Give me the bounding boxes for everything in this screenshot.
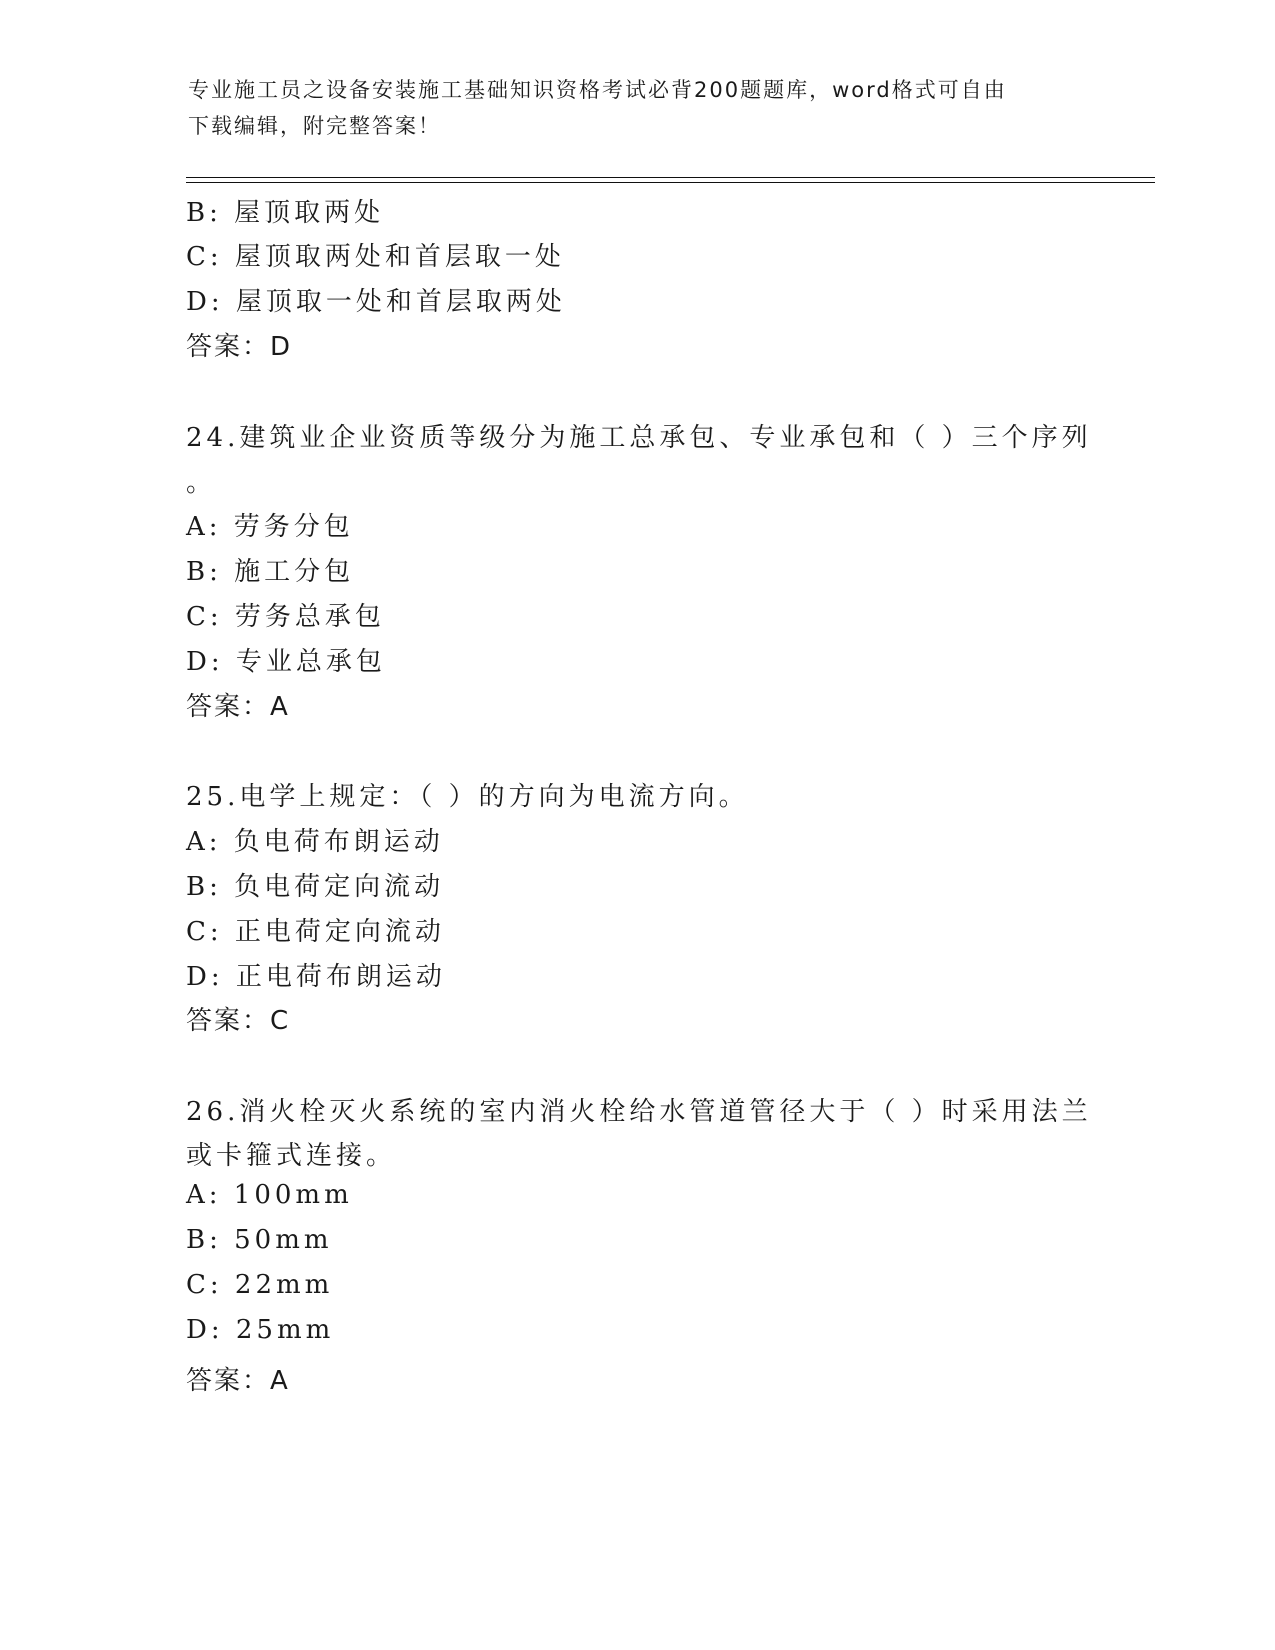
q23-option-b: B: 屋顶取两处	[186, 198, 385, 228]
q25-answer: 答案：C	[186, 1006, 291, 1036]
header-divider-bottom	[186, 182, 1155, 183]
q24-option-b: B: 施工分包	[186, 557, 355, 587]
header-divider-top	[186, 177, 1155, 178]
q24-question-line-2: 。	[186, 468, 217, 498]
q24-answer: 答案：A	[186, 692, 290, 722]
q25-option-b: B: 负电荷定向流动	[186, 872, 445, 902]
q23-option-d: D: 屋顶取一处和首层取两处	[186, 287, 566, 317]
q24-option-d: D: 专业总承包	[186, 647, 386, 677]
q25-option-c: C: 正电荷定向流动	[186, 917, 445, 947]
q26-question-line-2: 或卡箍式连接。	[186, 1141, 397, 1171]
q26-answer: 答案：A	[186, 1366, 290, 1396]
q23-option-c: C: 屋顶取两处和首层取一处	[186, 242, 565, 272]
q26-question-line-1: 26.消火栓灭火系统的室内消火栓给水管道管径大于（ ）时采用法兰	[186, 1097, 1092, 1127]
q26-option-c: C: 22mm	[186, 1270, 334, 1300]
q24-option-c: C: 劳务总承包	[186, 602, 385, 632]
q23-answer: 答案：D	[186, 332, 293, 362]
q24-question-line-1: 24.建筑业企业资质等级分为施工总承包、专业承包和（ ）三个序列	[186, 423, 1092, 453]
header-line-1: 专业施工员之设备安装施工基础知识资格考试必背200题题库，word格式可自由	[188, 78, 1007, 102]
q24-option-a: A: 劳务分包	[186, 512, 354, 542]
q25-question-line-1: 25.电学上规定：（ ）的方向为电流方向。	[186, 782, 749, 812]
q26-option-b: B: 50mm	[186, 1225, 333, 1255]
q26-option-a: A: 100mm	[186, 1180, 353, 1210]
header-line-2: 下载编辑，附完整答案！	[188, 114, 441, 138]
q25-option-d: D: 正电荷布朗运动	[186, 962, 446, 992]
document-header	[188, 72, 1088, 144]
q25-option-a: A: 负电荷布朗运动	[186, 827, 444, 857]
q26-option-d: D: 25mm	[186, 1315, 335, 1345]
